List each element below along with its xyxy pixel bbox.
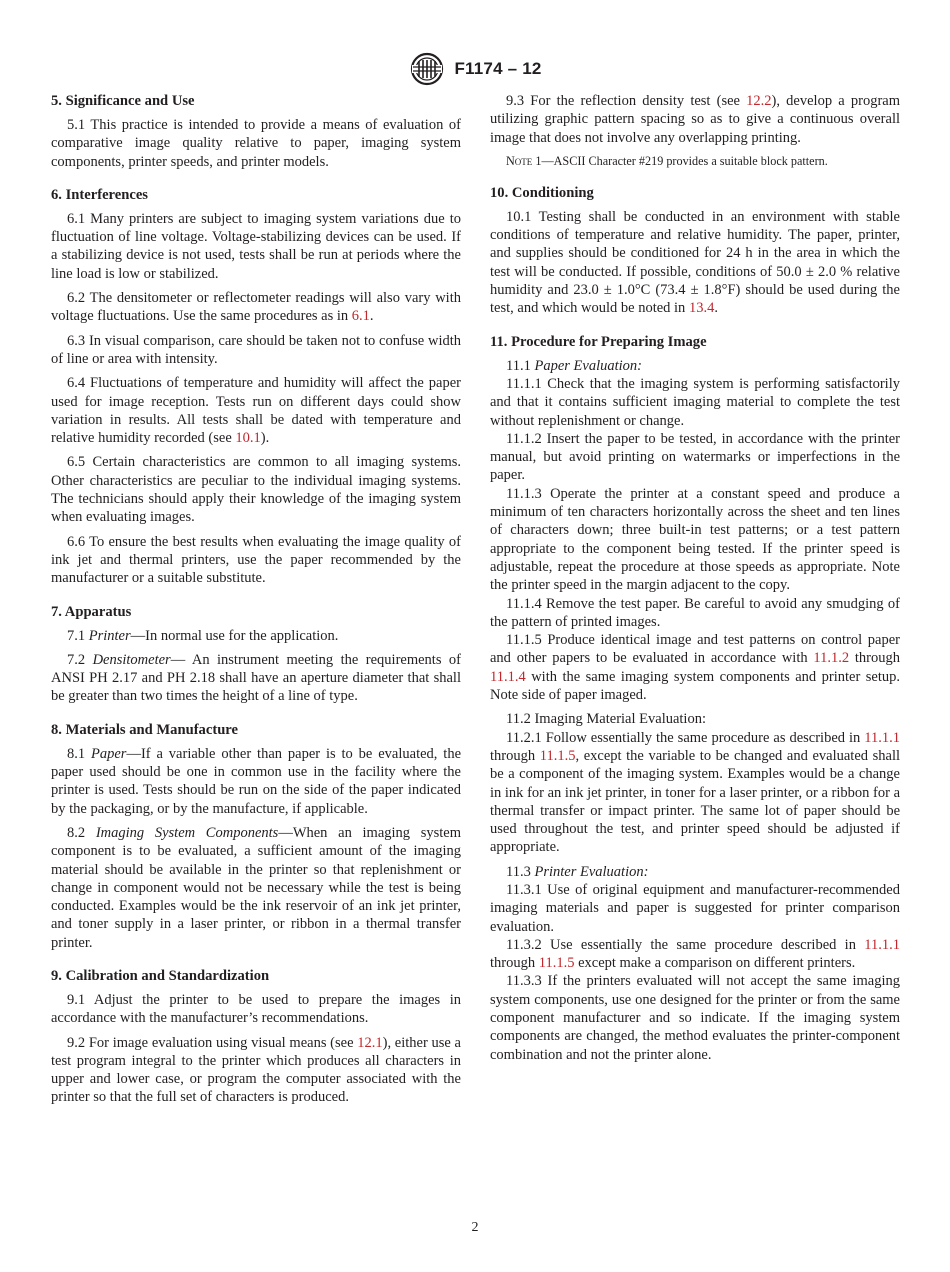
paragraph-11-1-4: 11.1.4 Remove the test paper. Be careful to avoid any smudging of the pattern of printed images. bbox=[490, 595, 900, 630]
link-11-1-1-b[interactable]: 11.1.1 bbox=[864, 936, 900, 953]
paragraph-6-3: 6.3 In visual comparison, care should be taken not to confuse width of line or area with intensity. bbox=[51, 332, 461, 367]
paragraph-6-6: 6.6 To ensure the best results when evaluating the image quality of ink jet and thermal printers, use the paper recommended by the manufacturer or a suitable substitute. bbox=[51, 533, 461, 587]
page-number: 2 bbox=[471, 1220, 479, 1235]
section-11-heading: 11. Procedure for Preparing Image bbox=[490, 333, 707, 350]
paragraph-11-3: 11.3 Printer Evaluation: bbox=[506, 863, 649, 880]
link-12-1[interactable]: 12.1 bbox=[357, 1034, 383, 1051]
paragraph-11-3-1: 11.3.1 Use of original equipment and manufacturer-recommended imaging materials and paper is suggested for printer comparison evaluation. bbox=[490, 881, 900, 935]
paragraph-10-1: 10.1 Testing shall be conducted in an environment with stable conditions of temperature and relative humidity. The paper, printer, and supplies should be conditioned for 24 h in the area in which the test will be conducted. If possible, conditions of 50.0 ± 2.0 % relative humidity and 23.0 ± 1.0°C (73.4 ± 1.8°F) should be used during the test, and which would be noted in 13.4. bbox=[490, 208, 900, 317]
astm-logo-icon bbox=[408, 52, 446, 86]
link-11-1-1[interactable]: 11.1.1 bbox=[864, 729, 900, 746]
paragraph-7-1: 7.1 Printer—In normal use for the application. bbox=[67, 627, 339, 644]
paragraph-11-1: 11.1 Paper Evaluation: bbox=[506, 357, 642, 374]
paragraph-11-1-2: 11.1.2 Insert the paper to be tested, in accordance with the printer manual, but avoid printing on watermarks or imperfections in the paper. bbox=[490, 430, 900, 484]
right-column bbox=[490, 92, 900, 1064]
paragraph-5-1: 5.1 This practice is intended to provide a means of evaluation of comparative image quality relative to paper, imaging system components, printer speeds, and printer models. bbox=[51, 117, 461, 170]
document-id: F1174 – 12 bbox=[454, 59, 542, 78]
paragraph-8-1: 8.1 Paper—If a variable other than paper is to be evaluated, the paper used should be one in common use in the facility where the printer is used. Tests should be run on the side of the paper indicated by the packaging, or by the manufacture, if applicable. bbox=[51, 745, 462, 817]
link-13-4[interactable]: 13.4 bbox=[688, 300, 715, 317]
paragraph-11-1-1: 11.1.1 Check that the imaging system is performing satisfactorily and that it contains sufficient imaging material to complete the test without replenishment or change. bbox=[490, 375, 900, 429]
section-5-heading: 5. Significance and Use bbox=[51, 93, 195, 109]
link-12-2[interactable]: 12.2 bbox=[746, 93, 772, 109]
link-11-1-4[interactable]: 11.1.4 bbox=[490, 668, 526, 685]
paragraph-9-1: 9.1 Adjust the printer to be used to prepare the images in accordance with the manufacturer’s recommendations. bbox=[51, 991, 461, 1027]
paragraph-6-5: 6.5 Certain characteristics are common to all imaging systems. Other characteristics are peculiar to the individual imaging systems. The technicians should apply their knowledge of the imaging system when evaluating images. bbox=[51, 454, 461, 526]
section-8-heading: 8. Materials and Manufacture bbox=[51, 721, 238, 738]
paragraph-6-1: 6.1 Many printers are subject to imaging system variations due to fluctuation of line voltage. Voltage-stabilizing devices can be used. If a stabilizing device is not used, tests shall be run at periods where the line load is low or stabilized. bbox=[51, 210, 461, 282]
paragraph-9-3: 9.3 For the reflection density test (see 12.2), develop a program utilizing graphic pattern spacing so as to give a continuous overall image that does not involve any overlapping printing. bbox=[490, 93, 900, 146]
section-9-heading: 9. Calibration and Standardization bbox=[51, 967, 270, 984]
paragraph-11-1-3: 11.1.3 Operate the printer at a constant speed and produce a minimum of ten characters horizontally across the sheet and ten lines of characters down; three built-in test patterns; or a test pattern appropriate to the component being tested. If the printer speed is adjustable, repeat the procedure at those speeds as appropriate. Note the printer speed in the margin adjacent to the copy. bbox=[490, 485, 900, 594]
paragraph-7-2: 7.2 Densitometer— An instrument meeting the requirements of ANSI PH 2.17 and PH 2.18 shall have an aperture diameter that shall be greater than two times the height of a line of type. bbox=[51, 651, 462, 705]
paragraph-11-2-1: 11.2.1 Follow essentially the same procedure as described in 11.1.1 through 11.1.5, except the variable to be changed and evaluated shall be a component of the imaging system. Examples would be a change in ink for an ink jet printer, in toner for a laser printer, or a ribbon for a thermal transfer or impact printer. The same lot of paper should be used throughout the test, and printer speed should be adjusted if appropriate. bbox=[490, 729, 901, 856]
page-header bbox=[0, 52, 950, 86]
note-1: Note 1—ASCII Character #219 provides a suitable block pattern. bbox=[506, 153, 828, 168]
link-11-1-5-b[interactable]: 11.1.5 bbox=[538, 955, 575, 972]
link-11-1-2[interactable]: 11.1.2 bbox=[813, 650, 850, 667]
paragraph-11-2: 11.2 Imaging Material Evaluation: bbox=[506, 711, 706, 728]
paragraph-6-2: 6.2 The densitometer or reflectometer readings will also vary with voltage fluctuations. Use the same procedures as in 6.1. bbox=[51, 290, 461, 325]
paragraph-11-3-2: 11.3.2 Use essentially the same procedure described in 11.1.1 through 11.1.5 except make a comparison on different printers. bbox=[490, 936, 900, 972]
link-10-1[interactable]: 10.1 bbox=[235, 430, 261, 447]
paragraph-6-4: 6.4 Fluctuations of temperature and humidity will affect the paper used for image reception. Tests run on different days could show variation in results. All tests shall be dated with temperature and relative humidity recorded (see 10.1). bbox=[51, 375, 461, 447]
paragraph-11-3-3: 11.3.3 If the printers evaluated will not accept the same imaging system components, use one designed for the printer or from the same component manufacturer and so indicate. If the imaging system components are changed, the method evaluates the printer-component combination and not the printer alone. bbox=[490, 973, 900, 1063]
paragraph-9-2: 9.2 For image evaluation using visual means (see 12.1), either use a test program integral to the printer which produces all characters in upper and lower case, or program the computer associated with the printer so that the full set of characters is produced. bbox=[51, 1034, 461, 1106]
left-column bbox=[51, 92, 461, 1113]
section-10-heading: 10. Conditioning bbox=[490, 184, 594, 201]
paragraph-8-2: 8.2 Imaging System Components—When an imaging system component is to be evaluated, a sufficient amount of the imaging material should be available in the printer so that replenishment or change in component would not be necessary while the test is being conducted. Examples would be the ink reservoir of an ink jet printer, and toner supply in a laser printer, or ribbon in a thermal transfer printer. bbox=[51, 824, 462, 951]
link-11-1-5[interactable]: 11.1.5 bbox=[539, 747, 576, 764]
section-6-heading: 6. Interferences bbox=[51, 186, 148, 203]
link-6-1[interactable]: 6.1 bbox=[351, 308, 370, 325]
paragraph-11-1-5: 11.1.5 Produce identical image and test patterns on control paper and other papers to be evaluated in accordance with 11.1.2 through 11.1.4 with the same imaging system components and printer setup. Note side of paper imaged. bbox=[490, 632, 900, 704]
section-7-heading: 7. Apparatus bbox=[51, 603, 132, 620]
